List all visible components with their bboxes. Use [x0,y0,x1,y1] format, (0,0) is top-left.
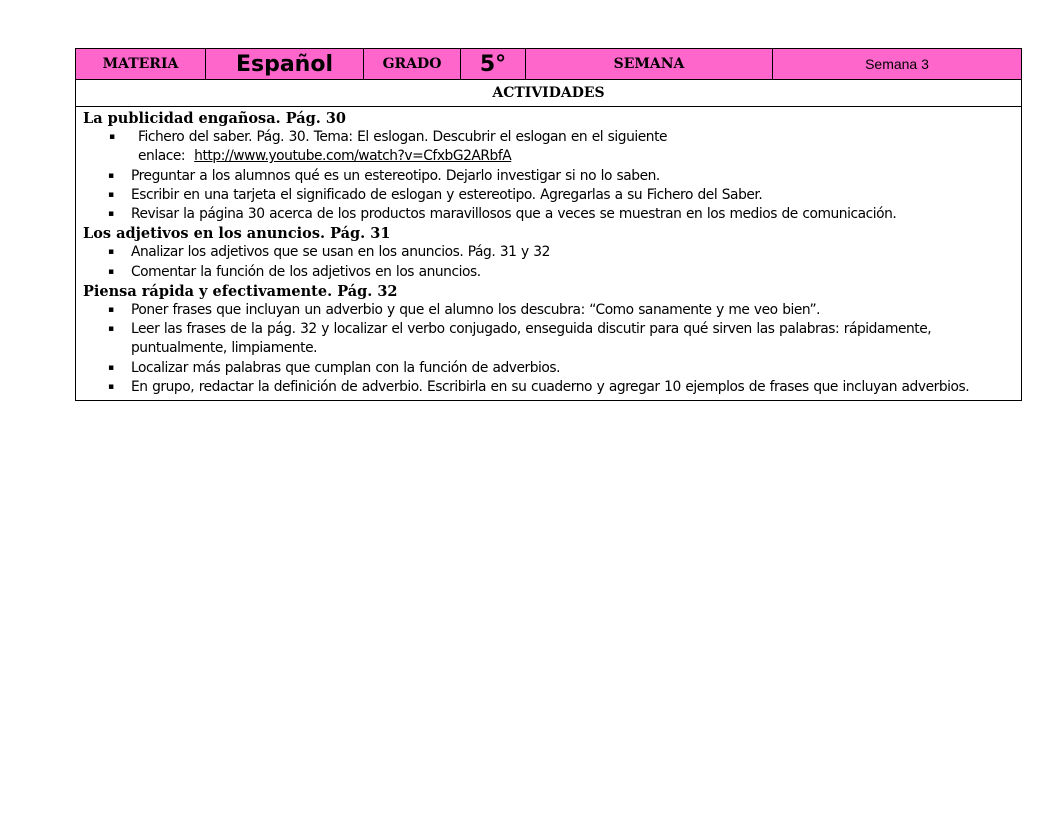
bullet-icon: ▪ [108,247,114,258]
youtube-link[interactable]: http://www.youtube.com/watch?v=CfxbG2ARbfA [194,148,512,165]
activities-content [76,107,1021,400]
planning-table [75,48,1022,401]
list-item-text: Comentar la función de los adjetivos en los anuncios. [131,263,481,280]
section-title: Piensa rápida y efectivamente. Pág. 32 [83,282,398,300]
bullet-icon: ▪ [108,362,114,373]
list-item-text: Preguntar a los alumnos qué es un estereotipo. Dejarlo investigar si no lo saben. [131,167,660,184]
list-item [83,167,1015,186]
header-row [76,49,1021,80]
bullet-icon: ▪ [108,381,114,392]
section-list [83,128,1015,224]
bullet-icon: ▪ [108,170,114,181]
section-title: La publicidad engañosa. Pág. 30 [83,110,347,127]
list-item-text: Leer las frases de la pág. 32 y localizar el verbo conjugado, enseguida discutir para qué sirven las palabras: rápidamente, puntualmente, limpiamente. [131,321,932,357]
list-item-text: Localizar más palabras que cumplan con la función de adverbios. [131,359,561,376]
section-title: Los adjetivos en los anuncios. Pág. 31 [83,225,391,243]
bullet-icon: ▪ [108,266,114,277]
list-item-text: Revisar la página 30 acerca de los productos maravillosos que a veces se muestran en los medios de comunicación. [131,206,897,223]
materia-value: Español [206,49,364,79]
section-list [83,243,1015,281]
list-item [83,205,1015,224]
bullet-icon: ▪ [108,305,114,316]
list-item-text: enlace: [138,148,186,165]
bullet-icon: ▪ [108,209,114,220]
list-item-text: Poner frases que incluyan un adverbio y que el alumno los descubra: “Como sanamente y me veo bien”. [131,302,821,319]
grado-value: 5° [461,49,526,79]
semana-value: Semana 3 [865,56,929,72]
list-item [83,359,1015,378]
list-item [83,186,1015,205]
bullet-icon: ▪ [108,324,114,335]
list-item [83,128,1015,166]
list-item [83,320,1015,358]
list-item [83,378,1015,397]
list-item-text: Analizar los adjetivos que se usan en los anuncios. Pág. 31 y 32 [131,244,550,261]
list-item-text: Fichero del saber. Pág. 30. Tema: El eslogan. Descubrir el eslogan en el siguiente [138,129,668,146]
grado-label: GRADO [364,49,461,79]
list-item-text: En grupo, redactar la definición de adverbio. Escribirla en su cuaderno y agregar 10 ejemplos de frases que incluyan adverbios. [131,378,970,395]
list-item-text: Escribir en una tarjeta el significado de eslogan y estereotipo. Agregarlas a su Fichero del Saber. [131,186,763,203]
materia-label: MATERIA [76,49,206,79]
list-item [83,243,1015,262]
bullet-icon: ▪ [109,132,115,143]
actividades-title: ACTIVIDADES [76,80,1021,107]
list-item [83,301,1015,320]
bullet-icon: ▪ [108,189,114,200]
list-item [83,263,1015,282]
semana-label: SEMANA [526,49,773,79]
section-list [83,301,1015,397]
